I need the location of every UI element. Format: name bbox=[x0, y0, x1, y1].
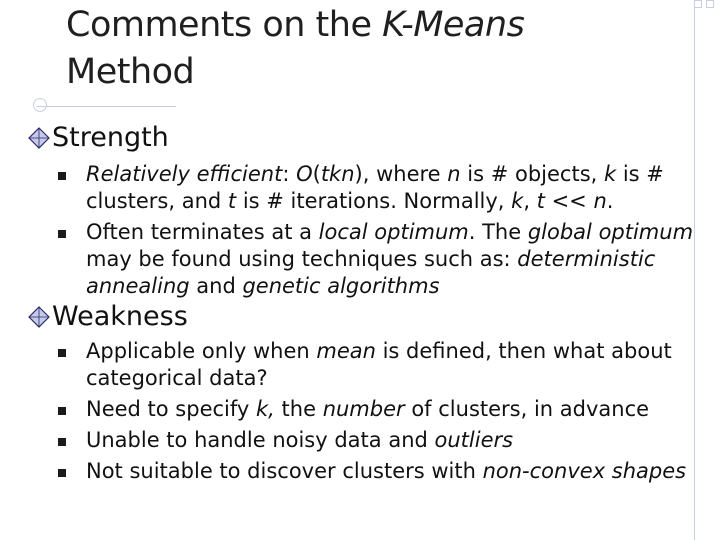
decorative-corner-square bbox=[694, 0, 702, 8]
weakness-section bbox=[28, 301, 188, 333]
list-item: Need to specify k, the number of clusters, in advance bbox=[58, 396, 704, 423]
square-bullet-icon bbox=[58, 230, 66, 238]
list-item: Unable to handle noisy data and outliers bbox=[58, 427, 704, 454]
diamond-bullet-icon bbox=[28, 127, 50, 149]
square-bullet-icon bbox=[58, 172, 66, 180]
list-item: Often terminates at a local optimum. The global optimum may be found using techniques such as: deterministic annealing and genetic algorithms bbox=[58, 219, 704, 300]
square-bullet-icon bbox=[58, 438, 66, 446]
weakness-list bbox=[58, 338, 704, 485]
list-item: Applicable only when mean is defined, then what about categorical data? bbox=[58, 338, 704, 392]
strength-section bbox=[28, 122, 169, 154]
strength-heading: Strength bbox=[52, 122, 169, 153]
square-bullet-icon bbox=[58, 407, 66, 415]
title-prefix: Comments on the bbox=[66, 5, 383, 45]
title-line2: Method bbox=[66, 52, 195, 92]
decorative-horizontal-rule bbox=[36, 106, 176, 107]
strength-list bbox=[58, 161, 704, 300]
title-italic: K-Means bbox=[382, 5, 525, 45]
diamond-bullet-icon bbox=[28, 306, 50, 328]
weakness-heading: Weakness bbox=[52, 301, 188, 332]
square-bullet-icon bbox=[58, 349, 66, 357]
list-item: Relatively efficient: O(tkn), where n is # objects, k is # clusters, and t is # iterations. Normally, k, t << n. bbox=[58, 161, 704, 215]
decorative-corner-square bbox=[706, 0, 714, 8]
decorative-circle bbox=[33, 98, 47, 112]
square-bullet-icon bbox=[58, 469, 66, 477]
list-item: Not suitable to discover clusters with non-convex shapes bbox=[58, 458, 704, 485]
slide-title bbox=[66, 2, 524, 96]
